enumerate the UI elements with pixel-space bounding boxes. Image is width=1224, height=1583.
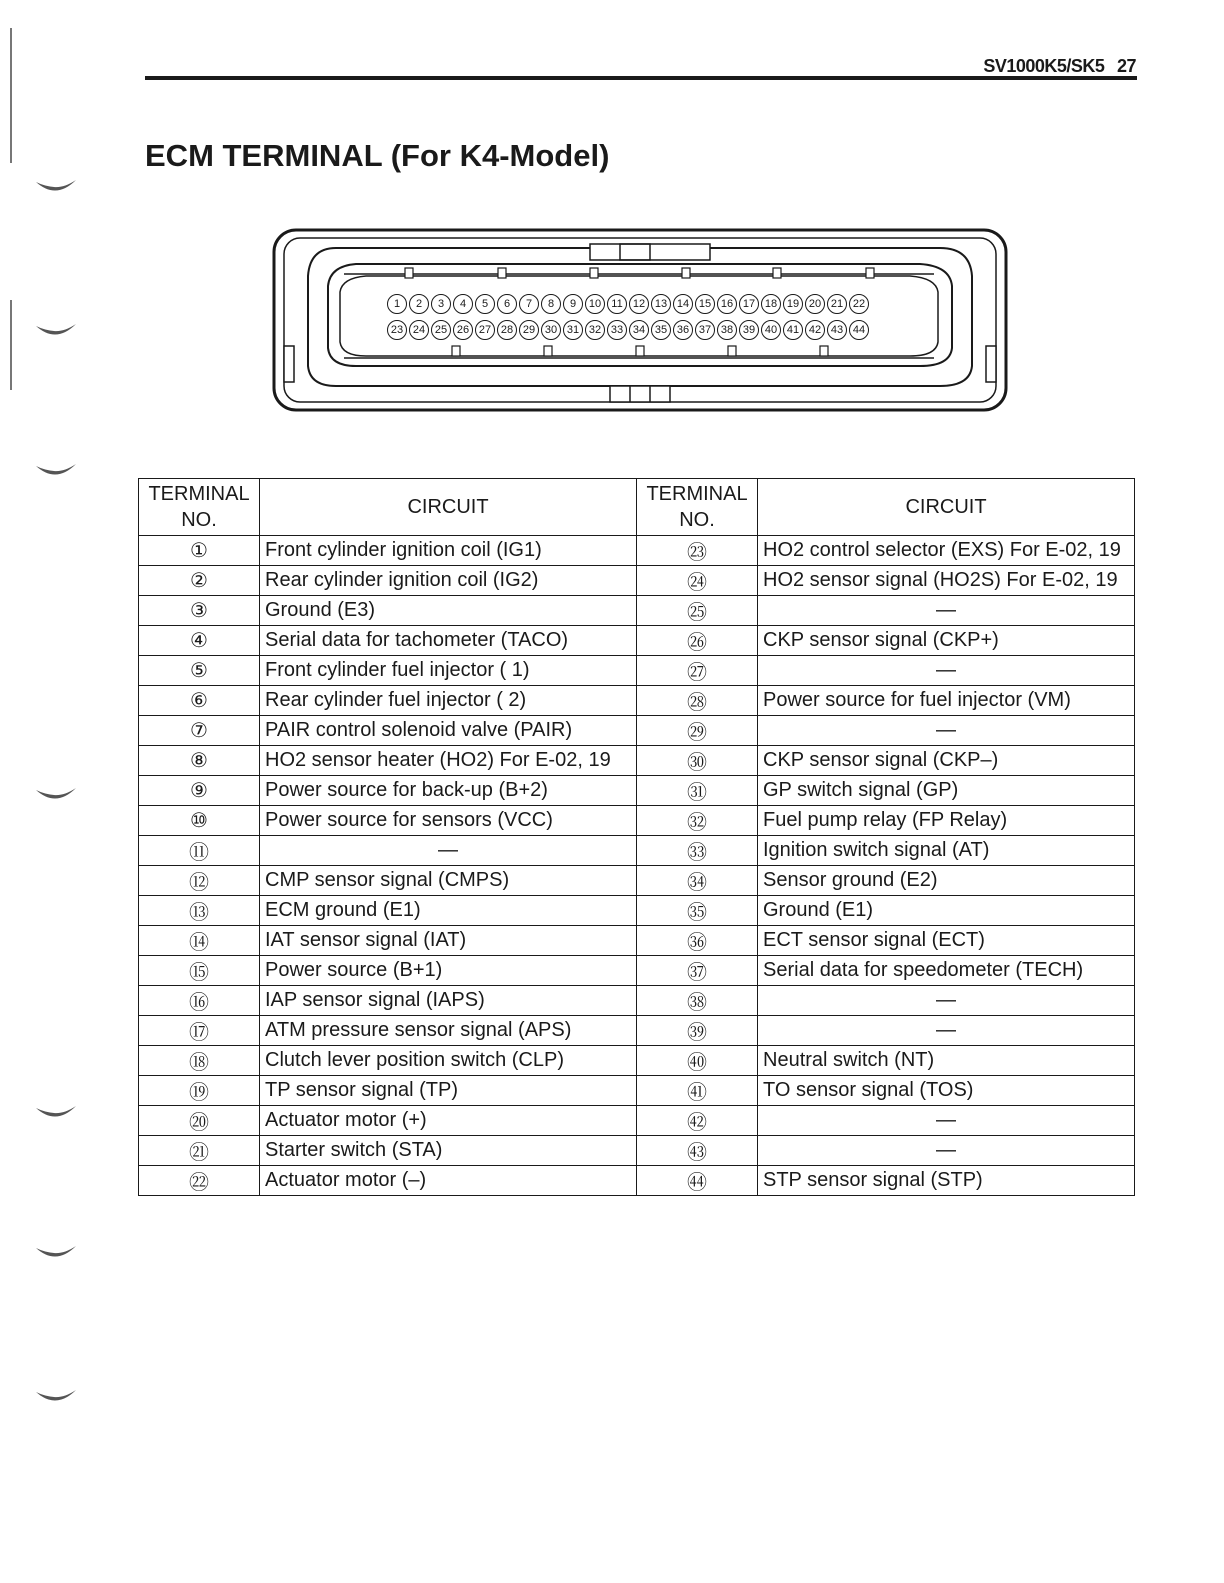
circuit-cell: — <box>758 656 1135 686</box>
terminal-no-cell: ㉘ <box>637 686 758 716</box>
connector-pin: 21 <box>827 294 847 314</box>
circuit-cell: — <box>758 716 1135 746</box>
circuit-cell: Power source (B+1) <box>260 956 637 986</box>
circuit-cell: Power source for sensors (VCC) <box>260 806 637 836</box>
circuit-cell: Serial data for speedometer (TECH) <box>758 956 1135 986</box>
circuit-cell: CMP sensor signal (CMPS) <box>260 866 637 896</box>
table-row <box>139 716 1135 746</box>
table-header-row <box>139 479 1135 536</box>
table-row <box>139 836 1135 866</box>
terminal-no-cell: ㉔ <box>637 566 758 596</box>
terminal-no-cell: ㉗ <box>637 656 758 686</box>
connector-pin: 3 <box>431 294 451 314</box>
ecm-terminal-table <box>138 478 1135 1196</box>
circuit-cell: ECT sensor signal (ECT) <box>758 926 1135 956</box>
binding-hole-icon <box>34 786 78 808</box>
table-row <box>139 626 1135 656</box>
connector-pin: 35 <box>651 320 671 340</box>
circuit-cell: IAP sensor signal (IAPS) <box>260 986 637 1016</box>
terminal-no-cell: ㊱ <box>637 926 758 956</box>
terminal-no-header: TERMINAL NO. <box>637 479 758 536</box>
binding-hole-icon <box>34 1104 78 1126</box>
binding-hole-icon <box>34 1244 78 1266</box>
table-row <box>139 866 1135 896</box>
table-row <box>139 536 1135 566</box>
binding-hole-icon <box>34 322 78 344</box>
circuit-cell: CKP sensor signal (CKP+) <box>758 626 1135 656</box>
connector-pin: 28 <box>497 320 517 340</box>
table-row <box>139 1076 1135 1106</box>
circuit-cell: STP sensor signal (STP) <box>758 1166 1135 1196</box>
table-row <box>139 896 1135 926</box>
connector-pin: 22 <box>849 294 869 314</box>
circuit-cell: Actuator motor (–) <box>260 1166 637 1196</box>
circuit-cell: Fuel pump relay (FP Relay) <box>758 806 1135 836</box>
circuit-cell: Neutral switch (NT) <box>758 1046 1135 1076</box>
terminal-no-cell: ④ <box>139 626 260 656</box>
circuit-cell: — <box>758 596 1135 626</box>
connector-pin-row-bottom <box>387 320 869 340</box>
circuit-cell: HO2 sensor signal (HO2S) For E-02, 19 <box>758 566 1135 596</box>
circuit-cell: — <box>758 986 1135 1016</box>
terminal-no-cell: ⑪ <box>139 836 260 866</box>
circuit-cell: Rear cylinder ignition coil (IG2) <box>260 566 637 596</box>
connector-pin: 11 <box>607 294 627 314</box>
terminal-no-cell: ⑲ <box>139 1076 260 1106</box>
connector-pin: 16 <box>717 294 737 314</box>
circuit-cell: CKP sensor signal (CKP–) <box>758 746 1135 776</box>
connector-pin: 24 <box>409 320 429 340</box>
connector-pin: 36 <box>673 320 693 340</box>
circuit-cell: Front cylinder fuel injector ( 1) <box>260 656 637 686</box>
circuit-cell: Ground (E3) <box>260 596 637 626</box>
circuit-cell: ATM pressure sensor signal (APS) <box>260 1016 637 1046</box>
circuit-cell: Actuator motor (+) <box>260 1106 637 1136</box>
connector-pin: 26 <box>453 320 473 340</box>
connector-pin: 41 <box>783 320 803 340</box>
connector-pin: 38 <box>717 320 737 340</box>
circuit-cell: — <box>758 1106 1135 1136</box>
table-row <box>139 566 1135 596</box>
terminal-no-cell: ㊴ <box>637 1016 758 1046</box>
circuit-cell: HO2 control selector (EXS) For E-02, 19 <box>758 536 1135 566</box>
table-row <box>139 1106 1135 1136</box>
table-row <box>139 1166 1135 1196</box>
terminal-no-cell: ㉕ <box>637 596 758 626</box>
connector-pin: 2 <box>409 294 429 314</box>
table-row <box>139 1136 1135 1166</box>
terminal-no-cell: ㉛ <box>637 776 758 806</box>
terminal-no-header: TERMINAL NO. <box>139 479 260 536</box>
table-row <box>139 1016 1135 1046</box>
connector-pin: 44 <box>849 320 869 340</box>
connector-pin: 29 <box>519 320 539 340</box>
terminal-no-cell: ㉙ <box>637 716 758 746</box>
connector-pin-row-top <box>387 294 869 314</box>
circuit-cell: GP switch signal (GP) <box>758 776 1135 806</box>
connector-pin: 6 <box>497 294 517 314</box>
header-page-number: 27 <box>1116 56 1136 76</box>
connector-pin: 7 <box>519 294 539 314</box>
circuit-cell: HO2 sensor heater (HO2) For E-02, 19 <box>260 746 637 776</box>
table-row <box>139 656 1135 686</box>
circuit-cell: — <box>758 1016 1135 1046</box>
connector-pin: 8 <box>541 294 561 314</box>
terminal-no-cell: ㉖ <box>637 626 758 656</box>
header-rule <box>145 76 1137 80</box>
terminal-no-cell: ㊲ <box>637 956 758 986</box>
terminal-no-cell: ⑳ <box>139 1106 260 1136</box>
terminal-no-cell: ㉞ <box>637 866 758 896</box>
table-row <box>139 806 1135 836</box>
binding-edge-line <box>10 300 12 390</box>
circuit-cell: Serial data for tachometer (TACO) <box>260 626 637 656</box>
connector-pin: 33 <box>607 320 627 340</box>
terminal-no-cell: ㉜ <box>637 806 758 836</box>
page-title: ECM TERMINAL (For K4-Model) <box>145 138 610 173</box>
terminal-no-cell: ⑤ <box>139 656 260 686</box>
circuit-cell: Ground (E1) <box>758 896 1135 926</box>
connector-pin: 37 <box>695 320 715 340</box>
circuit-cell: PAIR control solenoid valve (PAIR) <box>260 716 637 746</box>
connector-pin: 32 <box>585 320 605 340</box>
circuit-cell: Starter switch (STA) <box>260 1136 637 1166</box>
terminal-no-cell: ① <box>139 536 260 566</box>
connector-pin: 17 <box>739 294 759 314</box>
table-row <box>139 986 1135 1016</box>
connector-pin: 19 <box>783 294 803 314</box>
binding-hole-icon <box>34 178 78 200</box>
running-header <box>983 56 1136 77</box>
circuit-cell: TO sensor signal (TOS) <box>758 1076 1135 1106</box>
connector-pin: 42 <box>805 320 825 340</box>
table-row <box>139 686 1135 716</box>
connector-pin: 40 <box>761 320 781 340</box>
connector-pin: 18 <box>761 294 781 314</box>
terminal-no-cell: ⑰ <box>139 1016 260 1046</box>
terminal-no-cell: ⑨ <box>139 776 260 806</box>
binding-hole-icon <box>34 462 78 484</box>
table-row <box>139 746 1135 776</box>
binding-edge-line <box>10 28 12 163</box>
circuit-cell: Front cylinder ignition coil (IG1) <box>260 536 637 566</box>
table-row <box>139 956 1135 986</box>
terminal-no-cell: ⑧ <box>139 746 260 776</box>
circuit-cell: Power source for back-up (B+2) <box>260 776 637 806</box>
terminal-no-cell: ⑮ <box>139 956 260 986</box>
terminal-no-cell: ㉚ <box>637 746 758 776</box>
header-model: SV1000K5/SK5 <box>983 56 1105 76</box>
terminal-no-cell: ㊹ <box>637 1166 758 1196</box>
connector-pin: 14 <box>673 294 693 314</box>
table-row <box>139 926 1135 956</box>
connector-pin: 15 <box>695 294 715 314</box>
table-row <box>139 776 1135 806</box>
connector-pin: 4 <box>453 294 473 314</box>
terminal-no-cell: ㉒ <box>139 1166 260 1196</box>
circuit-cell: Ignition switch signal (AT) <box>758 836 1135 866</box>
terminal-no-cell: ② <box>139 566 260 596</box>
terminal-no-cell: ⑱ <box>139 1046 260 1076</box>
terminal-no-cell: ㊷ <box>637 1106 758 1136</box>
terminal-no-cell: ㉑ <box>139 1136 260 1166</box>
terminal-no-cell: ㉝ <box>637 836 758 866</box>
table-row <box>139 596 1135 626</box>
connector-pin: 5 <box>475 294 495 314</box>
connector-pin: 12 <box>629 294 649 314</box>
connector-pin: 31 <box>563 320 583 340</box>
circuit-cell: Clutch lever position switch (CLP) <box>260 1046 637 1076</box>
circuit-cell: ECM ground (E1) <box>260 896 637 926</box>
connector-pin: 9 <box>563 294 583 314</box>
terminal-no-cell: ㉓ <box>637 536 758 566</box>
circuit-cell: — <box>758 1136 1135 1166</box>
circuit-cell: IAT sensor signal (IAT) <box>260 926 637 956</box>
circuit-cell: Power source for fuel injector (VM) <box>758 686 1135 716</box>
circuit-header: CIRCUIT <box>260 479 637 536</box>
circuit-cell: Rear cylinder fuel injector ( 2) <box>260 686 637 716</box>
connector-pin: 30 <box>541 320 561 340</box>
terminal-no-cell: ⑦ <box>139 716 260 746</box>
terminal-no-cell: ㉟ <box>637 896 758 926</box>
circuit-cell: — <box>260 836 637 866</box>
circuit-cell: Sensor ground (E2) <box>758 866 1135 896</box>
terminal-no-cell: ⑥ <box>139 686 260 716</box>
connector-pin: 10 <box>585 294 605 314</box>
terminal-no-cell: ㊶ <box>637 1076 758 1106</box>
binding-hole-icon <box>34 1388 78 1410</box>
connector-pin: 27 <box>475 320 495 340</box>
connector-pin: 20 <box>805 294 825 314</box>
connector-pin: 13 <box>651 294 671 314</box>
terminal-no-cell: ㊸ <box>637 1136 758 1166</box>
circuit-cell: TP sensor signal (TP) <box>260 1076 637 1106</box>
terminal-no-cell: ⑫ <box>139 866 260 896</box>
connector-pin: 1 <box>387 294 407 314</box>
terminal-no-cell: ㊳ <box>637 986 758 1016</box>
terminal-no-cell: ⑭ <box>139 926 260 956</box>
connector-pin: 43 <box>827 320 847 340</box>
connector-pin: 25 <box>431 320 451 340</box>
table-row <box>139 1046 1135 1076</box>
connector-pin: 34 <box>629 320 649 340</box>
terminal-no-cell: ㊵ <box>637 1046 758 1076</box>
terminal-no-cell: ③ <box>139 596 260 626</box>
terminal-no-cell: ⑯ <box>139 986 260 1016</box>
connector-pin: 23 <box>387 320 407 340</box>
connector-pin: 39 <box>739 320 759 340</box>
terminal-no-cell: ⑬ <box>139 896 260 926</box>
terminal-no-cell: ⑩ <box>139 806 260 836</box>
circuit-header: CIRCUIT <box>758 479 1135 536</box>
